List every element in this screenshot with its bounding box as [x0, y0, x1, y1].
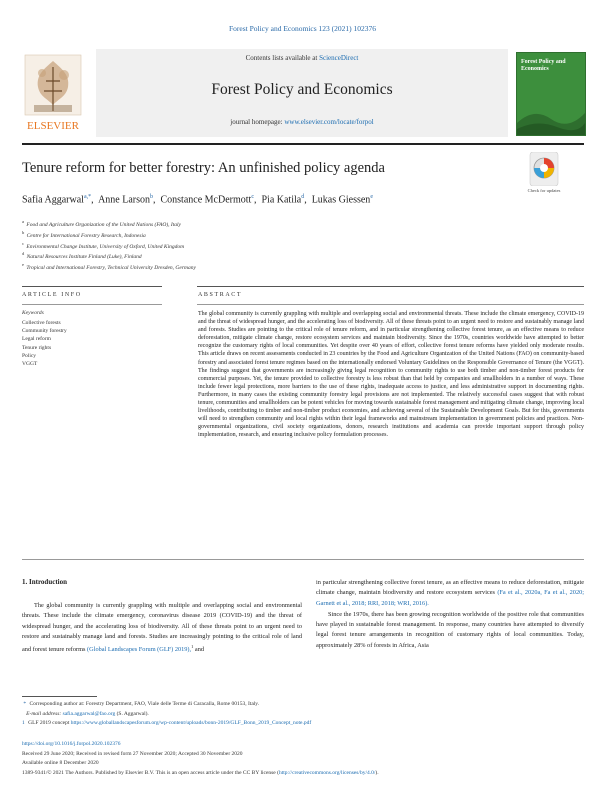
keyword-item: Policy — [22, 352, 37, 359]
introduction-heading: 1. Introduction — [22, 578, 67, 586]
body-text: in particular strengthening collective forest tenure, as an effective means to reduce deforestation, mitigate climate change, maintain biodiversity and restore ecosystem services — [316, 579, 584, 597]
section-rule — [22, 559, 584, 560]
keyword-item: Legal reform — [22, 336, 51, 343]
paper-title: Tenure reform for better forestry: An unfinished policy agenda — [22, 160, 385, 176]
license-text: 1389-9341/© 2021 The Authors. Published by Elsevier B.V. This is an open access article under the CC BY license ( — [22, 769, 279, 776]
section-rule — [197, 286, 584, 287]
elsevier-logo — [22, 53, 84, 135]
author-affil-marker[interactable]: a,* — [83, 194, 92, 200]
author-name[interactable]: Constance McDermott — [160, 194, 252, 206]
author-name[interactable]: Anne Larson — [98, 194, 150, 206]
affiliation-item — [22, 218, 442, 229]
received-dates: Received 29 June 2020; Received in revised form 27 November 2020; Accepted 30 November 2020 — [22, 750, 243, 757]
author-affil-marker[interactable]: b — [150, 194, 153, 200]
homepage-prefix: journal homepage: — [230, 118, 285, 126]
affiliation-item — [22, 250, 442, 261]
affiliation-list — [22, 218, 442, 272]
check-for-updates-label: Check for updates — [527, 188, 561, 193]
author-list: Safia Aggarwal$^{a,*}$, Anne Larson$^b$, Constance McDermott$^c$, Pia Katila$^d$, Lukas Giessen$^e$ — [22, 194, 373, 206]
author-affil-marker[interactable]: e — [370, 194, 373, 200]
affiliation-marker: b — [22, 229, 25, 235]
keyword-item: VGGT — [22, 361, 38, 368]
author-name[interactable]: Safia Aggarwal — [22, 194, 84, 206]
journal-homepage-link[interactable]: www.elsevier.com/locate/forpol — [284, 118, 374, 126]
footnotes — [22, 700, 584, 729]
keyword-item: Community forestry — [22, 328, 67, 335]
email-label: E-mail address: — [26, 710, 63, 717]
abstract-text: The global community is currently grappling with multiple and overlapping social and environmental threats. These include the climate emergency, COVID-19 and the threat of widespread hunger, and the accelerating loss of biodiversity. All of these threats point to an urgent need to restore and sustainably manage land and forests. Studies are pointing to the critical role of tenure reform, and in particular strengthening collective forest tenure, as an effective means to reduce deforestation, mitigate climate change, restore ecosystem services and maintain biodiversity. Since the 1970s, countries worldwide have attempted to better recognize the customary rights of local communities. Yet despite over 40 years of effort, collective forest tenure reforms have yielded only moderate results. This article draws on recent assessments conducted in 23 countries by the Food and Agriculture Organization of the United Nations (FAO) on community-based forestry and associated forest tenure regimes based on the internationally endorsed Voluntary Guidelines on the Responsible Governance of Tenure (the VGGT). The findings suggest that governments are increasingly giving legal recognition to community rights to use both timber and non-timber forest products for commercial purposes. Yet, the tenure provided to collective forestry is less robust than that held by companies and smallholders in a number of ways. These include fewer legal protections, more barriers to the use of these rights, inadequate access to justice, and less administrative support in documenting rights. Furthermore, in many cases the existing community forestry legal provisions are not implemented. The relatively successful cases suggest that with robust tenure, communities and smallholders can be potent vehicles for moving towards sustainable forest management and mitigating climate change, improving local livelihoods, contributing to timber and non-timber product economies, and achieving several of the Sustainable Development Goals. But for this, governments will need to strengthen community and local rights within their legal frameworks and mainstream implementation in government policies and practices. Non-governmental organizations, civil society organizations, donors, research institutions and academia can provide important support through policy implementation, research, and ensuring inclusive policy formulation processes. — [198, 311, 584, 439]
license-line — [22, 769, 584, 779]
footnote-rule — [22, 696, 97, 697]
author-name[interactable]: Pia Katila — [261, 194, 302, 206]
footnote-email — [22, 710, 584, 720]
cover-title: Forest Policy and Economics — [521, 59, 566, 72]
footnote-1 — [22, 719, 584, 729]
author-affil-marker[interactable]: d — [301, 194, 305, 200]
body-column-left — [22, 601, 302, 656]
author-name[interactable]: Lukas Giessen — [311, 194, 371, 206]
footnote-number: 1 — [22, 720, 25, 727]
affiliation-marker: e — [22, 262, 24, 268]
elsevier-wordmark: ELSEVIER — [27, 120, 79, 132]
affiliation-text: Tropical and International Forestry, Technical University Dresden, Germany — [26, 265, 196, 272]
contents-prefix: Contents lists available at — [245, 54, 320, 62]
footnote-text: GLF 2019 concept — [28, 720, 71, 727]
license-link[interactable]: http://creativecommons.org/licenses/by/4.0/ — [278, 769, 376, 776]
keyword-item: Tenure rights — [22, 344, 52, 351]
body-text: and — [193, 646, 205, 654]
affiliation-text: Centre for International Forestry Research, Indonesia — [26, 232, 146, 239]
email-suffix: (S. Aggarwal). — [115, 710, 149, 717]
footnote-text: Corresponding author at: Forestry Department, FAO, Viale delle Terme di Caracalla, Rome 00153, Italy. — [29, 701, 260, 707]
affiliation-marker: a — [22, 219, 24, 224]
homepage-line — [96, 118, 508, 126]
citation-link[interactable]: (Global Landscapes Forum (GLF) 2019), — [87, 646, 192, 654]
affiliation-item — [22, 229, 442, 240]
footnote-corresponding: * Corresponding author at: Forestry Department, FAO, Viale delle Terme di Caracalla, Rome 00153, Italy. — [22, 701, 260, 707]
affiliation-text: Food and Agriculture Organization of the United Nations (FAO), Italy — [26, 221, 181, 228]
journal-title: Forest Policy and Economics — [211, 81, 393, 98]
check-for-updates-icon[interactable] — [524, 152, 564, 186]
citation-link[interactable]: (Fa et al., 2020a, Fa et al., 2020; Garnett et al., 2018; RRI, 2018; WRI, 2016). — [316, 589, 584, 607]
body-paragraph: Since the 1970s, there has been growing recognition worldwide of the positive role that communities have played in sustainable forest management. In response, many countries have attempted to diversify legal forest tenure arrangements in recognition of customary rights of local communities. Today, approximately 28% of forests in Africa, Asia — [316, 610, 584, 649]
affiliation-marker: c — [22, 240, 24, 246]
abstract-heading: ABSTRACT — [198, 292, 243, 298]
keyword-item: Collective forests — [22, 320, 61, 326]
journal-masthead — [22, 49, 584, 139]
body-paragraph — [316, 578, 584, 609]
affiliation-text: Environmental Change Institute, University of Oxford, United Kingdom — [26, 243, 185, 250]
available-date: Available online 8 December 2020 — [22, 760, 99, 766]
section-rule — [22, 304, 162, 305]
author-affil-marker[interactable]: c — [251, 194, 254, 200]
footnote-url-link[interactable]: https://www.globallandscapesforum.org/wp-content/uploads/bonn-2019/GLF_Bonn_2019_Concept_note.pdf — [70, 720, 312, 727]
affiliation-text: Natural Resources Institute Finland (Luke), Finland — [26, 254, 142, 261]
journal-cover-thumbnail[interactable] — [516, 52, 586, 136]
license-suffix: ). — [375, 769, 379, 776]
email-link[interactable]: safia.aggarwal@fao.org — [62, 710, 116, 717]
doi-link[interactable]: https://doi.org/10.1016/j.forpol.2020.102376 — [22, 741, 121, 747]
affiliation-item — [22, 261, 442, 272]
keywords-heading: Keywords — [22, 310, 44, 316]
masthead-center — [96, 49, 508, 137]
keywords-list — [22, 319, 67, 368]
sciencedirect-link[interactable]: ScienceDirect — [319, 54, 359, 62]
section-rule — [22, 286, 162, 287]
section-rule — [197, 304, 584, 305]
article-info-heading: ARTICLE INFO — [22, 292, 82, 298]
article-metadata — [22, 740, 584, 778]
body-paragraph: The global community is currently grappling with multiple and overlapping social and environmental threats. These include the climate emergency, coronavirus disease 2019 (COVID-19) and the threat of widespread hunger, and the accelerating loss of biodiversity. All of these threats point to an urgent need to restore and sustainably manage land and forests. Studies are increasingly pointing to the critical role of land and forest tenure reforms — [22, 602, 302, 654]
affiliation-item — [22, 240, 442, 251]
affiliation-marker: d — [22, 251, 25, 257]
header-rule — [22, 143, 584, 145]
journal-reference: Forest Policy and Economics 123 (2021) 102376 — [228, 24, 377, 33]
body-column-right — [316, 578, 584, 651]
footnote-marker[interactable]: 1 — [191, 644, 194, 650]
contents-line — [96, 54, 508, 62]
